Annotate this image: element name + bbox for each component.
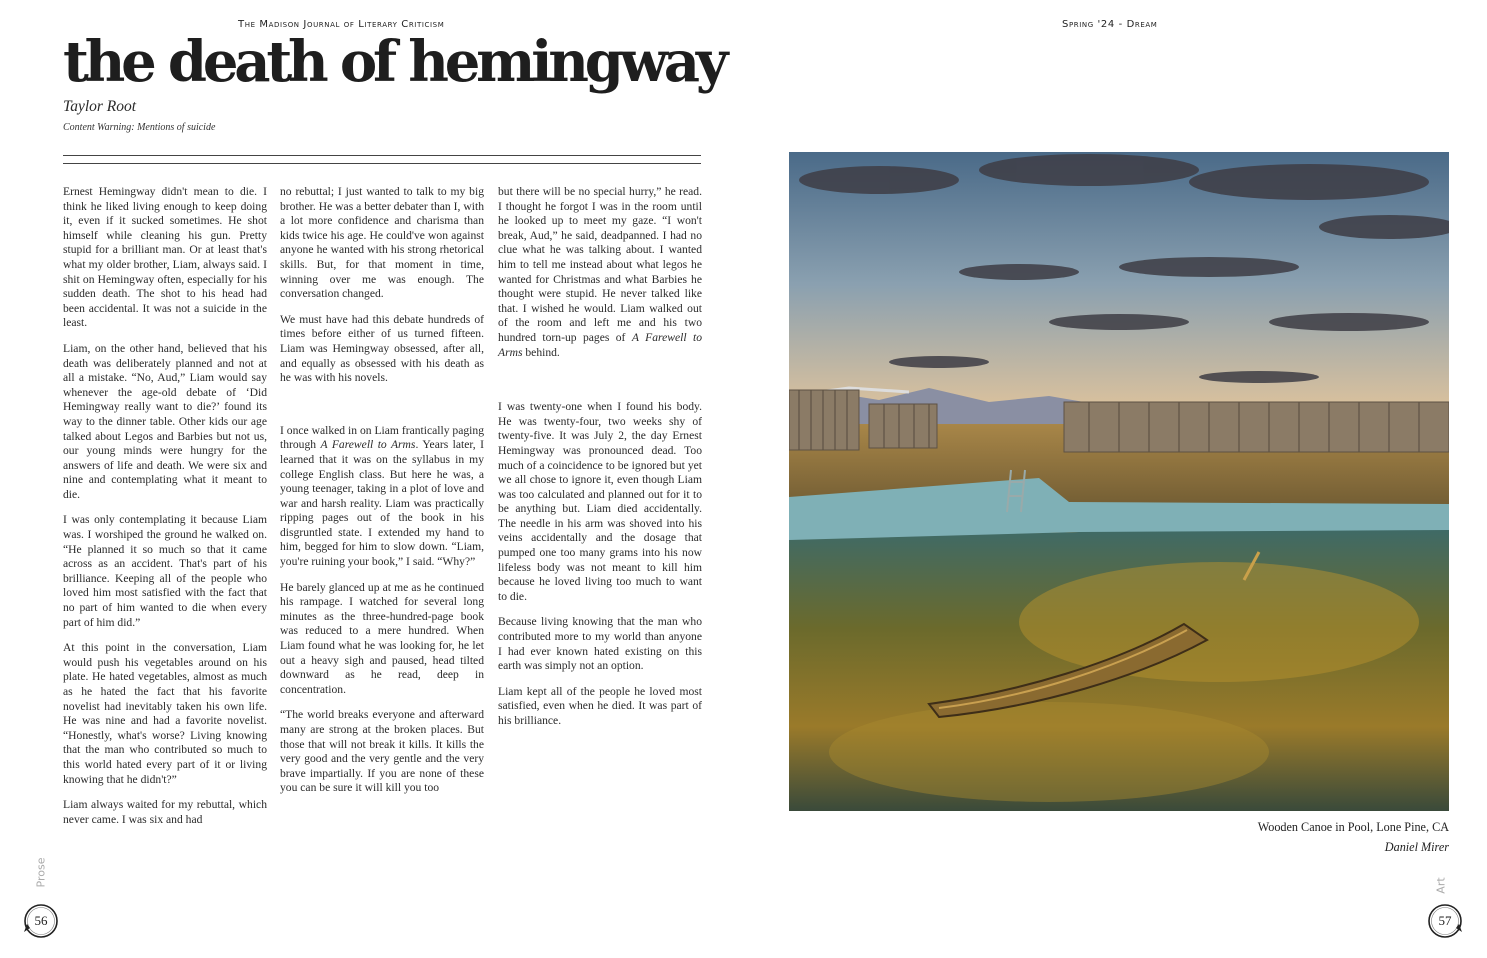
book-title: A Farewell to Arms (498, 330, 702, 359)
body-paragraph: “The world breaks everyone and afterward many are strong at the broken places. But those that will not break it kills. It kills the very good and the very gentle and the very brave impartially. If you are none of these you can be sure it will kill you too (280, 708, 484, 795)
body-paragraph (280, 424, 484, 570)
text-column-3 (498, 185, 702, 740)
body-paragraph: Because living knowing that the man who contributed more to my world than anyone I had ever known hated existing on this earth was simply not an option. (498, 615, 702, 673)
section-label-right: Art (1434, 877, 1448, 894)
artwork-caption: Wooden Canoe in Pool, Lone Pine, CA (1257, 820, 1449, 834)
body-paragraph: I was twenty-one when I found his body. He was twenty-four, two weeks shy of twenty-five. It was July 2, the day Ernest Hemingway was pronounced dead. Too much of a coincidence to be ignored but yet we all chose to ignore it, even though Liam was too calculated and planned out for it to be anything but. Liam died accidentally. The needle in his arm was shoved into his veins accidentally and the dosage that pumped one too many grams into his now lifeless body was not meant to kill him because he loved living too much to want to die. (498, 400, 702, 603)
text-column-2 (280, 185, 484, 807)
body-paragraph: Ernest Hemingway didn't mean to die. I think he liked living enough to keep doing it, even if it sucked sometimes. He shot himself while cleaning his gun. Pretty stupid for a brilliant man. Or at least that's what my older brother, Liam, always said. I shit on Hemingway often, especially for his sudden death. The shot to his head had been accidental. It was not a suicide in the least. (63, 185, 267, 330)
page-number-badge-right (1426, 902, 1464, 940)
paragraph-text: . Years later, I learned that it was on the syllabus in my college English class. But here he was, a young teenager, taking in a plot of love and war and harsh reality. Liam was practically ripping pages out of the book in his disgruntled state. I extended my hand to him, begged for him to slow down. “Liam, you're ruining your book,” I said. “Why?” (280, 438, 484, 569)
text-column-1 (63, 185, 267, 838)
divider-rule (63, 163, 701, 164)
body-paragraph: no rebuttal; I just wanted to talk to my big brother. He was a better debater than I, with a lot more confidence and charisma than kids twice his age. He could've won against anyone he wanted with his strong rhetorical skills. But, for that moment in time, winning over me was enough. The conversation changed. (280, 185, 484, 301)
paragraph-text: behind. (522, 345, 560, 359)
paragraph-text: I once walked in on Liam frantically paging through (280, 423, 484, 452)
page-number-left: 56 (34, 913, 48, 928)
content-warning: Content Warning: Mentions of suicide (63, 122, 216, 133)
body-paragraph: Liam, on the other hand, believed that his death was deliberately planned and not at all a mistake. “No, Aud,” Liam would say whenever the age-old debate of ‘Did Hemingway really want to die?’ found its way to the dinner table. Other kids our age talked about Legos and Barbies but not us, our young minds were hungry for the answers of life and death. We were six and nine and contemplating what it meant to die. (63, 341, 267, 501)
article-title: the death of hemingway (63, 29, 725, 95)
body-paragraph (498, 185, 702, 360)
article-author: Taylor Root (63, 98, 137, 115)
book-title: A Farewell to Arms (320, 438, 416, 452)
page-number-right: 57 (1438, 913, 1452, 928)
journal-name: The Madison Journal of Literary Criticism (238, 19, 445, 30)
body-paragraph: Liam kept all of the people he loved most satisfied, even when he died. It was part of his brilliance. (498, 684, 702, 727)
body-paragraph: I was only contemplating it because Liam was. I worshiped the ground he walked on. “He planned it so much so that it came across as an accident. That's part of his brilliance. Keeping all of the people who loved him most satisfied with the fact that no part of him wanted to die when every part of him did.” (63, 513, 267, 629)
artwork-image (789, 152, 1449, 811)
paragraph-text: but there will be no special hurry,” he read. I thought he forgot I was in the room until he looked up to meet my gaze. “I won't break, Aud,” he said, deadpanned. I had no clue what he was talking about. I wanted him to tell me instead about what legos he wanted for Christmas and what Barbies he thought were stupid. He never talked like that. I wished he would. Liam walked out of the room and left me and his two hundred torn-up pages of (498, 185, 702, 344)
body-paragraph: Liam always waited for my rebuttal, which never came. I was six and had (63, 798, 267, 826)
canoe-in-pool-illustration (789, 152, 1449, 811)
page-number-badge-left (22, 902, 60, 940)
body-paragraph: We must have had this debate hundreds of times before either of us turned fifteen. Liam was Hemingway obsessed, after all, and equally as obsessed with his death as he was with his novels. (280, 312, 484, 385)
issue-label: Spring '24 - Dream (1062, 19, 1158, 30)
section-label-left: Prose (34, 857, 48, 888)
body-paragraph: He barely glanced up at me as he continued his rampage. I watched for several long minutes as the three-hundred-page book was reduced to a mere hundred. When Liam found what he was looking for, he let out a heavy sigh and paused, head tilted downward as he read, deep in concentration. (280, 580, 484, 696)
body-paragraph: At this point in the conversation, Liam would push his vegetables around on his plate. He hated vegetables, almost as much as he hated the fact that his favorite novelist had inevitably taken his own life. He was nine and had a favorite novelist. “Honestly, what's worse? Living knowing that the man who contributed so much to this world hated every part of it or living knowing that he didn't?” (63, 641, 267, 786)
divider-rule (63, 155, 701, 156)
artist-credit: Daniel Mirer (1384, 840, 1449, 854)
